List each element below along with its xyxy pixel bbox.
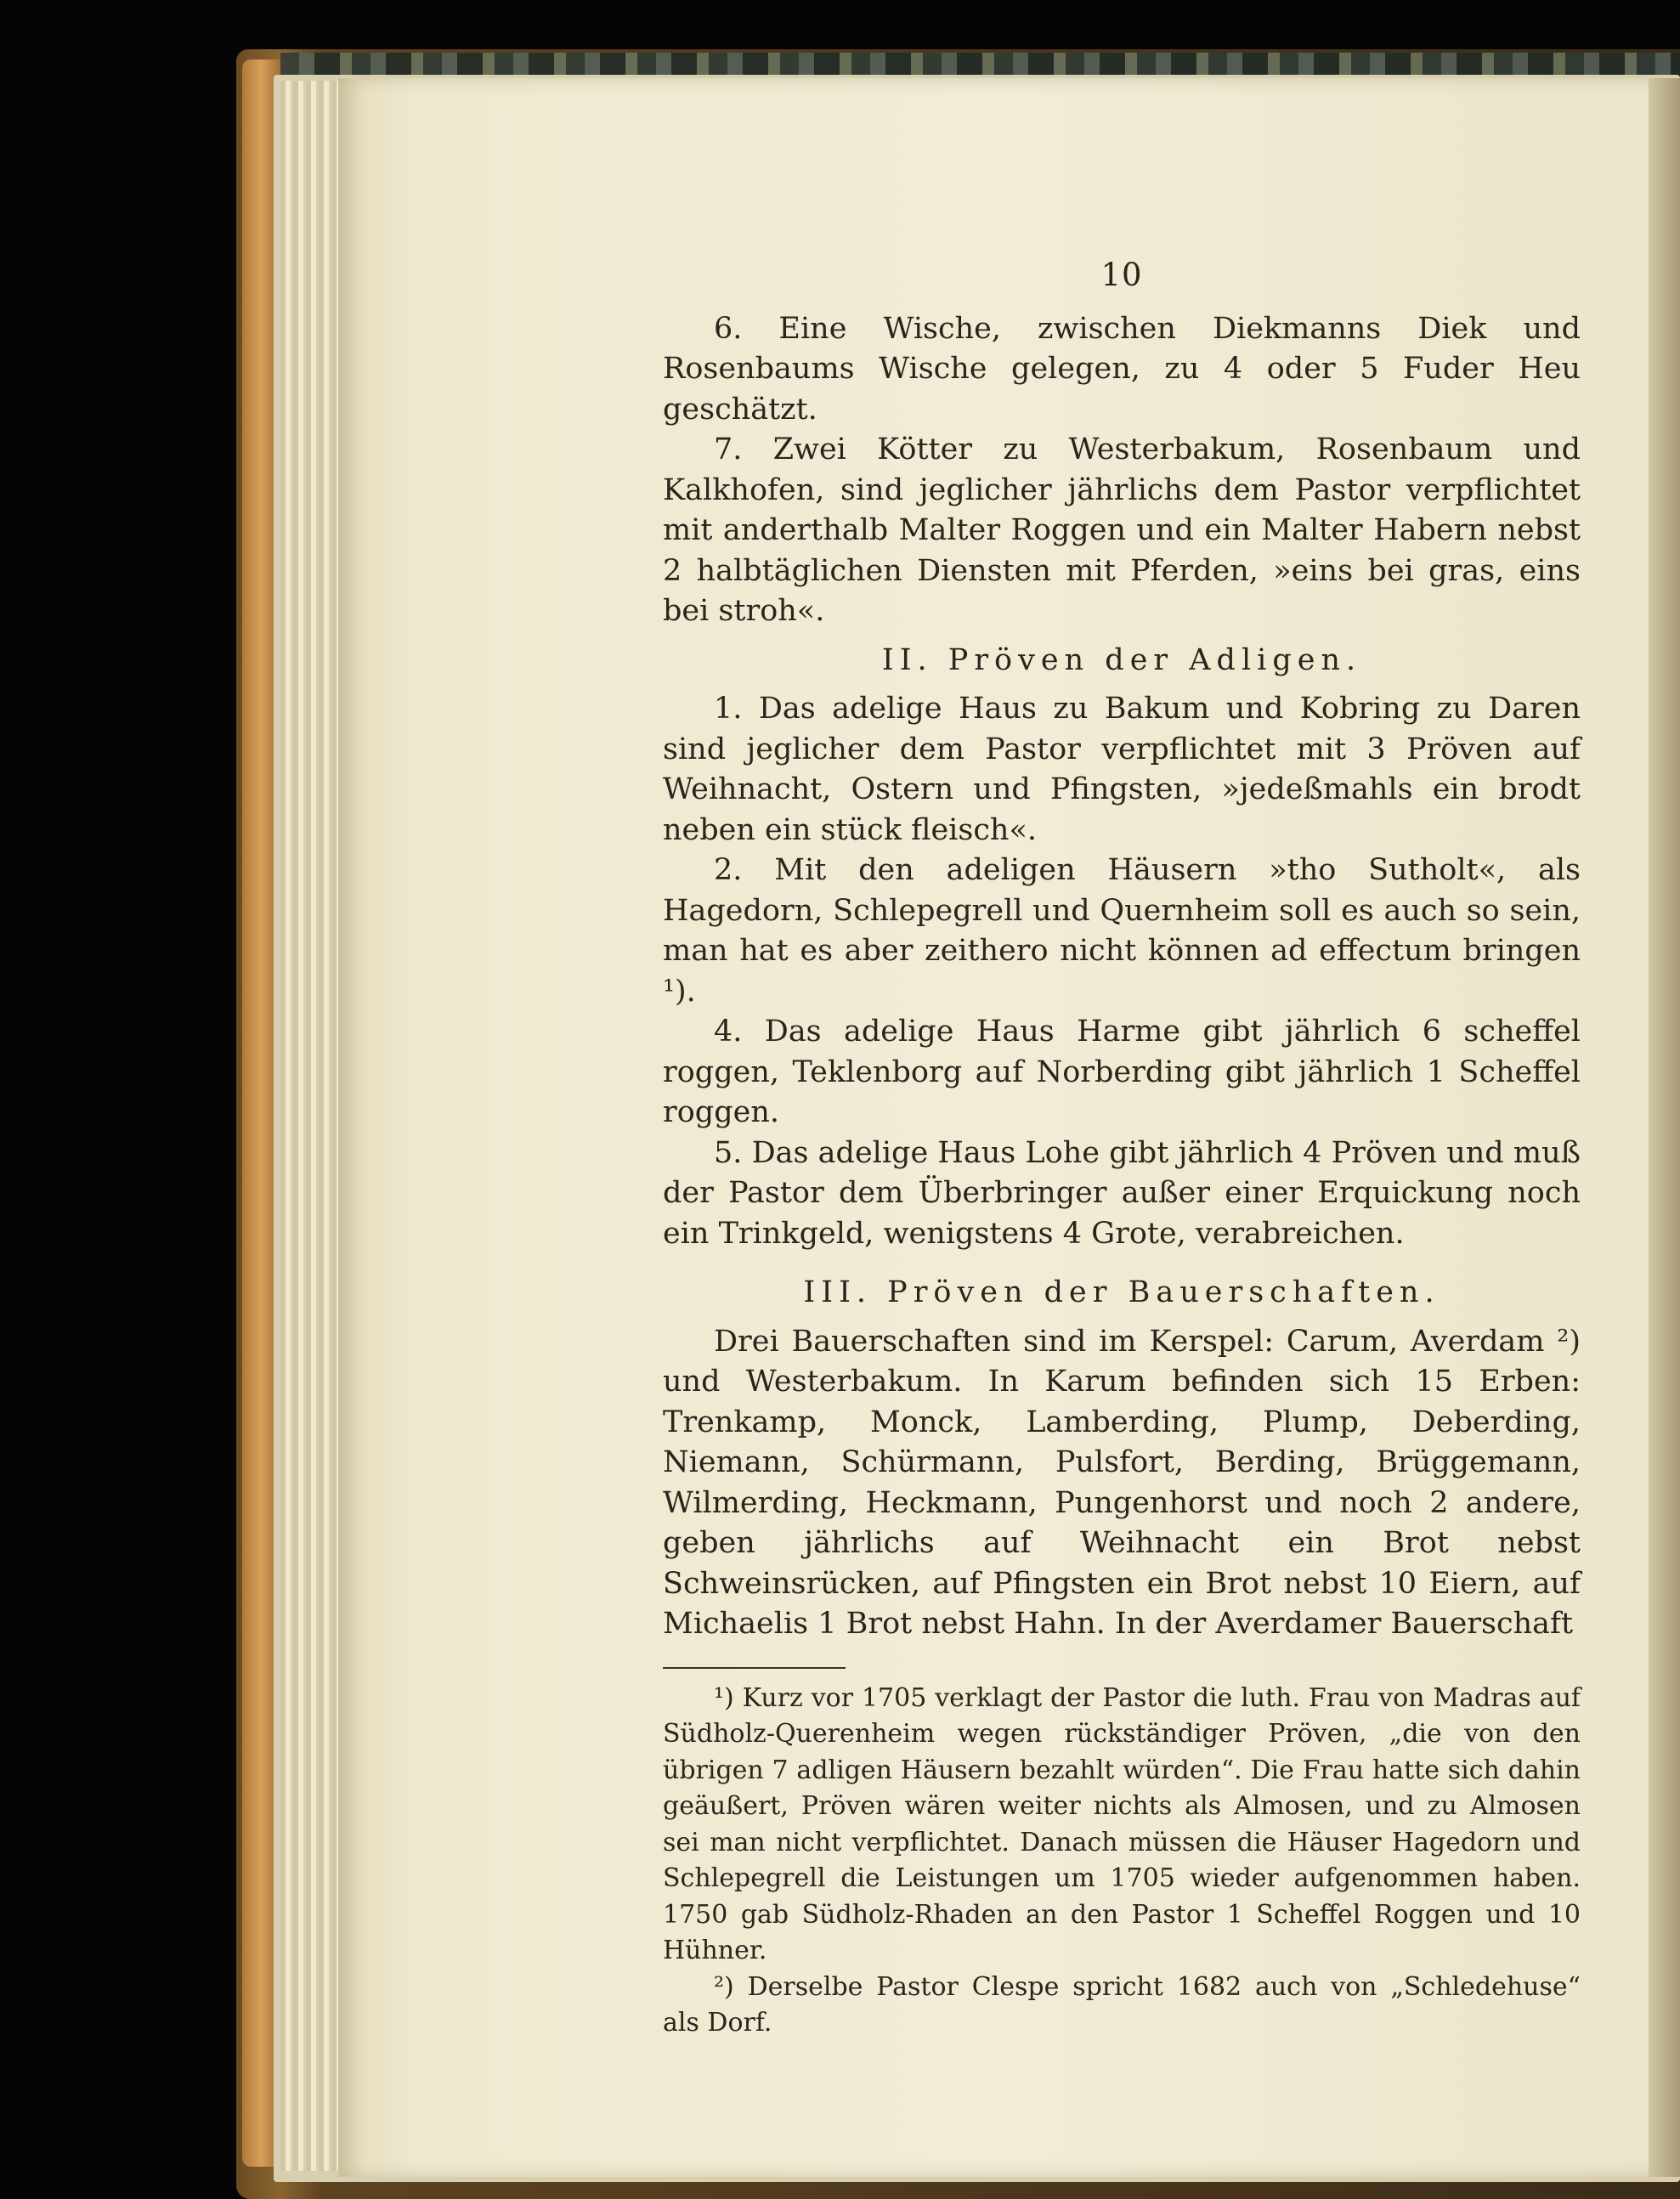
- adligen-item-4: 4. Das adelige Haus Harme gibt jährlich 6 scheffel roggen, Teklenborg auf Norberding gibt jährlich 1 Scheffel roggen.: [663, 1015, 1581, 1129]
- heading-adligen: II. Pröven der Adligen.: [881, 642, 1362, 677]
- footnote-1: ¹) Kurz vor 1705 verklagt der Pastor die luth. Frau von Madras auf Südholz-Querenheim wegen rückständiger Pröven, „die von den übrigen 7 adligen Häusern bezahlt würden“. Die Frau hatte sich dahin geäußert, Pröven wären weiter nichts als Almosen, und zu Almosen sei man nicht verpflichtet. Danach müssen die Häuser Hagedorn und Schlepegrell die Leistungen um 1705 wieder aufgenommen haben. 1750 gab Südholz-Rhaden an den Pastor 1 Scheffel Roggen und 10 Hühner.: [663, 1682, 1581, 1965]
- adligen-item-5: 5. Das adelige Haus Lohe gibt jährlich 4 Pröven und muß der Pastor dem Überbringer außer einer Erquickung noch ein Trinkgeld, wenigstens 4 Grote, verabreichen.: [663, 1135, 1581, 1251]
- footnote-2: ²) Derselbe Pastor Clespe spricht 1682 auch von „Schledehuse“ als Dorf.: [663, 1971, 1581, 2038]
- adligen-item-1: 1. Das adelige Haus zu Bakum und Kobring zu Daren sind jeglicher dem Pastor verpflichtet mit 3 Pröven auf Weihnacht, Ostern und Pfingsten, »jedeßmahls ein brodt neben ein stück fleisch«.: [663, 692, 1581, 847]
- page-gutter: [1649, 78, 1680, 2177]
- footnote-rule: [663, 1667, 846, 1669]
- adligen-item-2: 2. Mit den adeligen Häusern »tho Sutholt«, als Hagedorn, Schlepegrell und Quernheim soll es auch so sein, man hat es aber zeithero nicht können ad effectum bringen ¹).: [663, 853, 1581, 1009]
- item-6: 6. Eine Wische, zwischen Diekmanns Diek und Rosenbaums Wische gelegen, zu 4 oder 5 Fuder Heu geschätzt.: [663, 311, 1581, 427]
- page-edges: [280, 81, 340, 2171]
- bauerschaften-text: Drei Bauerschaften sind im Kerspel: Carum, Averdam ²) und Westerbakum. In Karum befinden sich 15 Erben: Trenkamp, Monck, Lamberding, Plump, Deberding, Niemann, Schürmann, Pulsfort, Berding, Brüggemann, Wilmerding, Heckmann, Pungenhorst und noch 2 andere, geben jährlichs auf Weihnacht ein Brot nebst Schweinsrücken, auf Pfingsten ein Brot nebst 10 Eiern, auf Michaelis 1 Brot nebst Hahn. In der Averdamer Bauerschaft: [663, 1324, 1581, 1641]
- item-7: 7. Zwei Kötter zu Westerbakum, Rosenbaum und Kalkhofen, sind jeglicher jährlichs dem Pastor verpflichtet mit anderthalb Malter Roggen und ein Malter Habern nebst 2 halbtäglichen Diensten mit Pferden, »eins bei gras, eins bei stroh«.: [663, 432, 1581, 628]
- page-number: 10: [1100, 257, 1143, 293]
- heading-bauerschaften: III. Pröven der Bauerschaften.: [803, 1275, 1440, 1309]
- page-content: [663, 255, 1581, 2042]
